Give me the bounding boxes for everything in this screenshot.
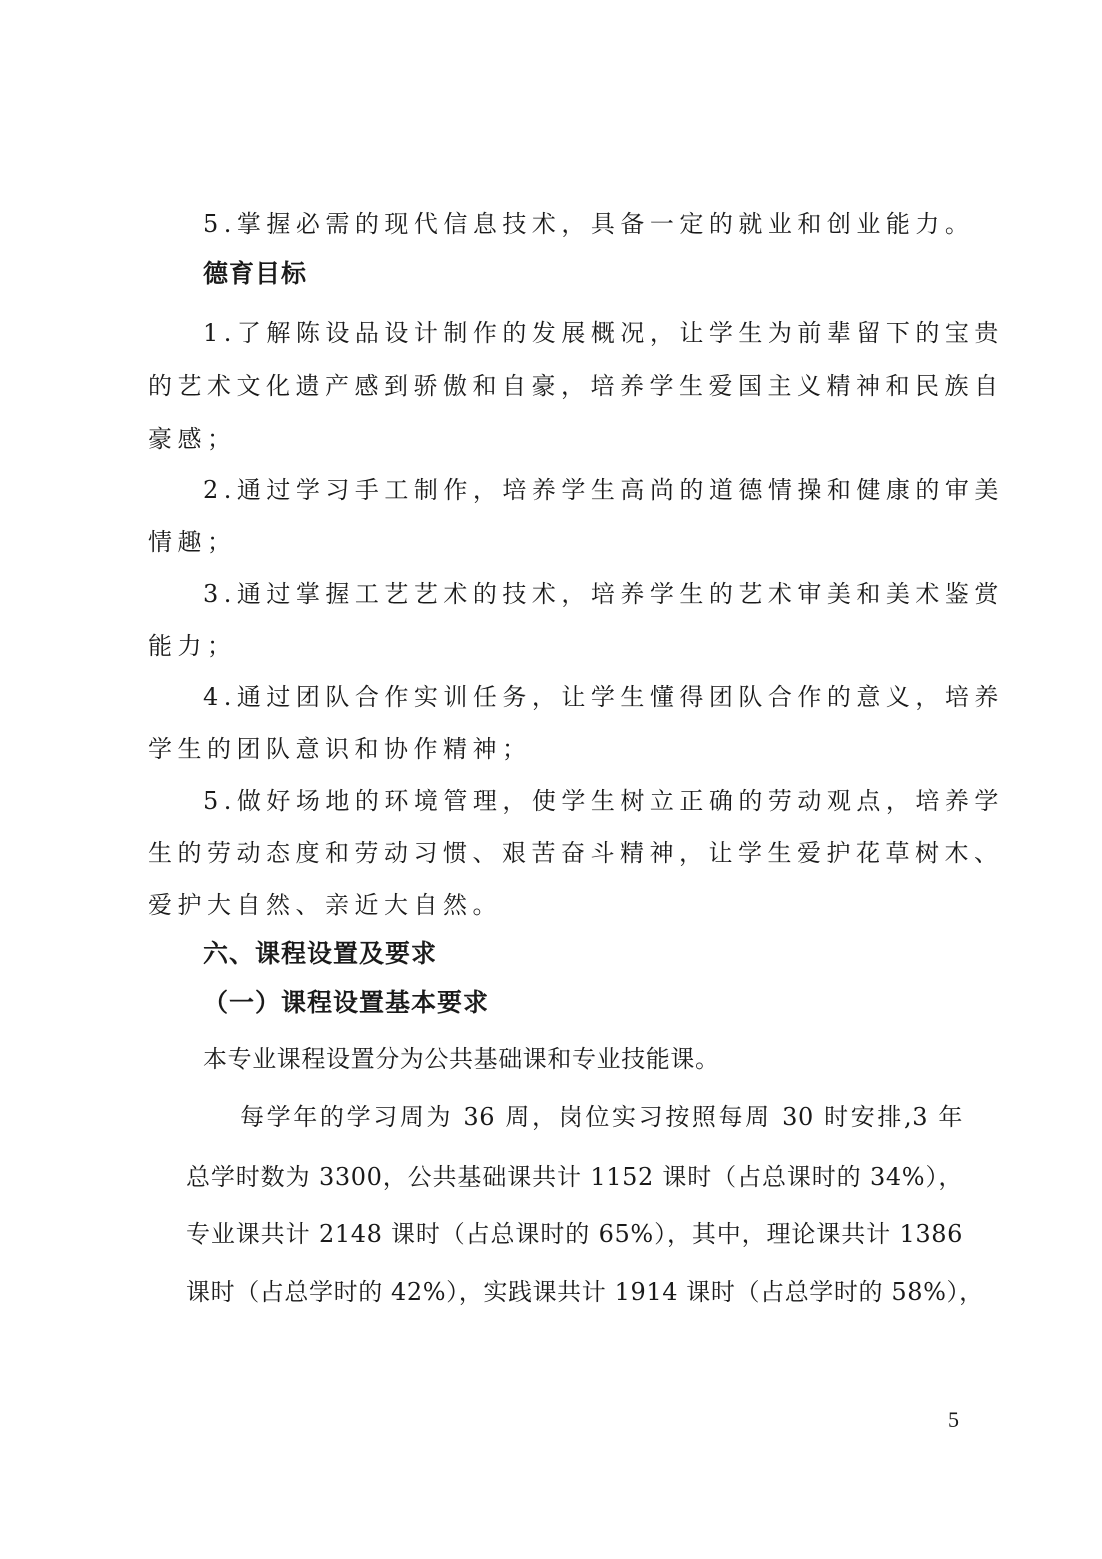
text-line: 能力； — [148, 632, 237, 660]
text-line: 1.了解陈设品设计制作的发展概况，让学生为前辈留下的宝贵 — [203, 319, 1004, 347]
subsection-heading: （一）课程设置基本要求 — [203, 988, 490, 1017]
page-number: 5 — [948, 1407, 959, 1432]
text-line: 学生的团队意识和协作精神； — [148, 735, 532, 763]
text-line: 2.通过学习手工制作，培养学生高尚的道德情操和健康的审美 — [203, 476, 1004, 504]
text-line: 本专业课程设置分为公共基础课和专业技能课。 — [203, 1045, 720, 1073]
text-line: 生的劳动态度和劳动习惯、艰苦奋斗精神，让学生爱护花草树木、 — [148, 839, 1004, 867]
text-line: 豪感； — [148, 425, 237, 453]
text-line: 4.通过团队合作实训任务，让学生懂得团队合作的意义，培养 — [203, 683, 1004, 711]
text-line: 爱护大自然、亲近大自然。 — [148, 891, 502, 919]
text-line: 5.掌握必需的现代信息技术，具备一定的就业和创业能力。 — [203, 210, 975, 238]
text-line: 5.做好场地的环境管理，使学生树立正确的劳动观点，培养学 — [203, 787, 1004, 815]
section-heading: 德育目标 — [203, 259, 308, 288]
text-line: 3.通过掌握工艺艺术的技术，培养学生的艺术审美和美术鉴赏 — [203, 580, 1004, 608]
text-line: 总学时数为 3300，公共基础课共计 1152 课时（占总课时的 34%）， — [186, 1163, 963, 1191]
text-line: 课时（占总学时的 42%），实践课共计 1914 课时（占总学时的 58%）， — [186, 1278, 984, 1306]
text-line: 每学年的学习周为 36 周，岗位实习按照每周 30 时安排,3 年 — [240, 1103, 963, 1131]
text-line: 专业课共计 2148 课时（占总课时的 65%），其中，理论课共计 1386 — [186, 1220, 963, 1248]
text-line: 的艺术文化遗产感到骄傲和自豪，培养学生爱国主义精神和民族自 — [148, 372, 1004, 400]
section-heading: 六、课程设置及要求 — [203, 939, 438, 968]
text-line: 情趣； — [148, 528, 237, 556]
